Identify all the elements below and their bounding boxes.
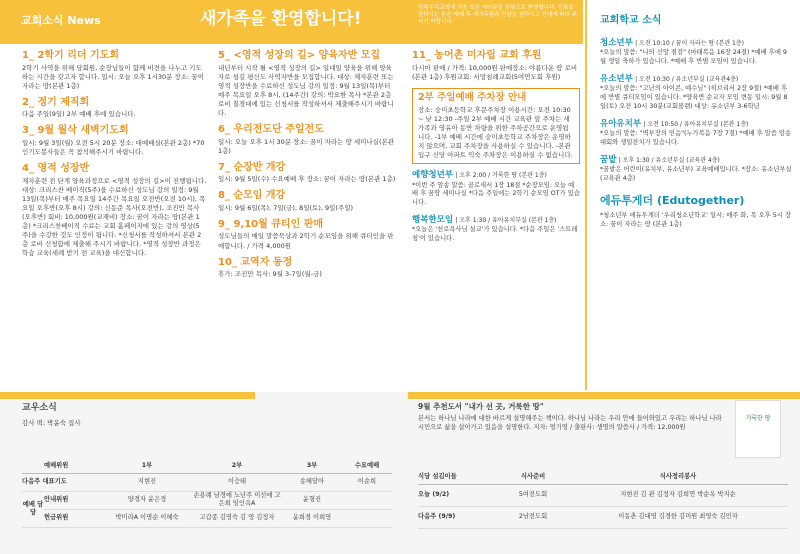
column-header: 식당 섬김이들 bbox=[418, 470, 498, 484]
church-school-title: 교회학교 소식 bbox=[600, 15, 662, 26]
table-cell: 양경자 윤은경 bbox=[102, 491, 192, 509]
accent-bar bbox=[408, 392, 800, 399]
table-cell: 송혜달아 bbox=[282, 473, 342, 491]
column-header: 3부 bbox=[282, 460, 342, 473]
parking-notice-box bbox=[412, 88, 580, 164]
column-header: 2부 bbox=[192, 460, 282, 473]
row-label: 다음주 (9/9) bbox=[418, 506, 498, 528]
group-info: | 오후 1:30 / 유아유치부실 (본관 1층) bbox=[455, 216, 557, 224]
table-cell: 지현진 김 관 김정자 김희연 박순옥 박지순 bbox=[568, 484, 788, 506]
youth-group-yehyang bbox=[412, 170, 580, 208]
group-name: 행복한모임 bbox=[412, 214, 454, 225]
column-header: 예배위원 bbox=[44, 460, 102, 473]
news-item bbox=[22, 96, 207, 120]
news-item bbox=[412, 49, 580, 82]
news-item bbox=[22, 162, 207, 258]
school-group bbox=[600, 119, 792, 148]
group-body: *오늘의 말씀: "나의 신앙 점검" (마태복음 16장 24절) *예배 후에 9월 생일 축하가 있습니다. *예배 후 반별 모임이 있습니다. bbox=[600, 48, 787, 65]
row-label: 안내위원 bbox=[44, 491, 102, 509]
group-body: *꿈밭은 어린이(유치부, 유소년부) 교육예배입니다. *장소: 유소년부실(교육관 4층) bbox=[600, 166, 792, 182]
news-item bbox=[218, 189, 398, 213]
member-news-title: 교우소식 bbox=[22, 403, 57, 413]
group-info: | 오전 10:10 / 꿈이 자라는 땅 (본관 1층) bbox=[635, 39, 744, 47]
news-item bbox=[218, 218, 398, 251]
news-item-body: 제자훈련 전 단계 양육과정으로 <영적 성장의 길>이 진행됩니다. 대상: 크리스찬 베이직(5주)을 수료하신 성도님 강의 일정: 9월 13일(목)부터 매주 목요일 14주간 목요일 오전반(오전 10시), 목요일 오후반(오후 8시) 강의: 신동준 목사(오전반), 조진만 목사(오후반) 회비: 10,000원(교재비) 장소: 꿈이 자라는 땅(본관 1층) *크리스찬베이직 수료는 교회 홈페이지에 있는 강의 영상(5주)을 수강한 것도 인정이 됩니다. *신청서를 작성하셔서 본관 2층 로비 신청함에 제출해 주시기 바랍니다. *영적 성장반 과정은 학습 교육(세례 받기 전 교육)을 대신합니다. bbox=[22, 176, 207, 258]
group-name: 유아유치부 bbox=[600, 118, 642, 129]
news-item-body: 일시: 9월 6일(목), 7일(금), 8일(토), 9일(주일) bbox=[218, 203, 354, 212]
news-item-title: 11_ 농어촌 미자립 교회 후원 bbox=[412, 50, 542, 61]
news-item-title: 10_ 교역자 동정 bbox=[218, 256, 293, 268]
news-item-title: 1_ 2학기 리더 기도회 bbox=[22, 50, 119, 61]
table-cell: 이동촌 김대영 김경한 김미원 최영숙 김민자 bbox=[568, 506, 788, 528]
news-item-title: 3_ 9월 월삭 새벽기도회 bbox=[22, 125, 129, 137]
group-info: | 오후 1:30 / 유소년부실 (교육관 4층) bbox=[618, 156, 720, 164]
school-group bbox=[600, 74, 792, 112]
parking-notice-body: 장소: 숭미초등학교 후문주차장 이용시간: 오전 10:30 ~ 낮 12:30 -주일 2부 예배 시간 교육관 앞 주차는 새가족과 영유아 동반 차량을 위한 주차공간으로 운영됩니다. -1부 예배 시간에 숭미초등학교 주차장은 운영하지 않으며, 교회 주차장을 사용하실 수 있습니다. -본관입구 신당 아파트 익숙 주차장은 이용하실 수 없습니다. bbox=[418, 105, 573, 159]
row-label: 다음주 대표기도 bbox=[22, 473, 102, 491]
table-cell: 이승태 bbox=[192, 473, 282, 491]
news-item-title: 9_ 9,10월 큐티인 판매 bbox=[218, 218, 324, 230]
group-happy bbox=[412, 215, 580, 244]
column-header: 수요예배 bbox=[342, 460, 392, 473]
news-item-body: 일시: 오늘 오후 1시 30분 장소: 꿈이 자라는 땅 세미나실(본관 1층) bbox=[218, 137, 395, 155]
book-cover-text: 거룩한 땅 bbox=[745, 415, 771, 422]
book-cover-image bbox=[735, 400, 781, 458]
news-item bbox=[218, 49, 398, 118]
news-item-title: 4_ 영적 성장반 bbox=[22, 163, 90, 175]
news-label: 교회소식 News bbox=[21, 14, 101, 27]
group-info: | 오후 2:00 / 거룩한 땅 (본관 1층) bbox=[455, 172, 547, 180]
school-group bbox=[600, 38, 792, 67]
table-row bbox=[22, 491, 392, 509]
table-cell: 2남전도회 bbox=[498, 506, 568, 528]
table-header-row bbox=[22, 460, 392, 473]
group-body: *오늘은 '천로욕사님 설교'가 있습니다. *다음 주일은 '스트레칭'이 있습니다. bbox=[412, 226, 578, 243]
table-row bbox=[418, 506, 788, 528]
column-header: 1부 bbox=[102, 460, 192, 473]
group-name: 예향청년부 bbox=[412, 170, 454, 181]
row-label: 헌금위원 bbox=[44, 509, 102, 527]
news-item-body: 휴가: 조진만 목사: 9월 3-7일(월-금) bbox=[218, 270, 322, 279]
table-cell: 손용례 남경애 노난주 이선애 고은희 임인옥A bbox=[193, 491, 281, 507]
welcome-note: 김해우리교회에 처음 오신 여러분을 진심으로 환영합니다. 등록을 원하시는 분은 예배 후 새가족팀과 만남을 원하시고 안내에 따라 주시기 바랍니다. bbox=[418, 5, 578, 26]
group-info: | 오전 10:30 / 유소년부실 (교육관4층) bbox=[635, 75, 739, 83]
news-item-title: 8_ 순모임 개강 bbox=[218, 190, 286, 202]
parking-notice-title: 2부 주일예배 주차장 안내 bbox=[418, 91, 527, 103]
news-item-body: 성도님들의 매일 말씀묵상과 2학기 순모임을 위해 큐티인을 판매합니다. / 가격 4,000원 bbox=[218, 232, 394, 250]
group-name: 꿈밭 bbox=[600, 154, 617, 165]
table-cell: 박미라A 이명순 이혜숙 bbox=[102, 509, 192, 527]
news-item-title: 7_ 순장반 개강 bbox=[218, 161, 286, 173]
news-item-title: 6_ 우리전도단 주일전도 bbox=[218, 124, 324, 136]
group-name: 유소년부 bbox=[600, 73, 633, 84]
table-row bbox=[22, 509, 392, 527]
table-cell: 이순희 bbox=[342, 473, 392, 491]
table-cell: 5여전도회 bbox=[498, 484, 568, 506]
table-cell: 지현진 bbox=[102, 473, 192, 491]
news-item-title: 2_ 정기 제직회 bbox=[22, 96, 90, 108]
table-row bbox=[418, 484, 788, 506]
news-item bbox=[22, 124, 207, 157]
news-item-body: 일시: 9월 5일(수) 수요예배 후 장소: 꿈이 자라는 땅(본관 1층) bbox=[218, 175, 396, 184]
news-item-body: 다시마 판매 / 가격: 10,000원 판매장소: 야름다운 땅 로비(본관 1층) 후원교회: 서망침례교회(5여연도회 후원) bbox=[412, 63, 578, 81]
recommended-book-body: 본서는 하나님 나라에 대한 바르게 설명해주는 책이다. 하나님 나라는 우리 안에 들어와있고 우리는 하나님 나라 시민으로 삶을 살아가고 있음을 설명한다. 저자: 엄기영 / 출판사: 생명의 말씀사 / 가격: 12,000원 bbox=[418, 415, 722, 432]
news-item bbox=[218, 161, 398, 185]
news-item-body: 내년부터 시작 될 <영적 성장의 길> 일대일 양육을 위해 양육자로 섬길 평신도 사역자반을 모집합니다. 대상: 제자훈련 또는 영적 성장반을 수료하신 성도님 강의 일정: 9월 13일(목)부터 매주 목요일 오후 8시, (14주간) 강의: 박요한 목사 *본관 2층 로비 칠경대에 있는 신청서를 작성하셔서 제출해주시기 바랍니다. bbox=[218, 63, 394, 117]
column-divider bbox=[585, 0, 587, 390]
news-item-title: 5_ <영적 성장의 길> 양육자반 모집 bbox=[218, 50, 381, 61]
group-name: 청소년부 bbox=[600, 37, 633, 48]
edutogether-body: *청소년부 에듀투게더 '우리청소년학교' 일시: 매주 화, 목 오후 5시 장소: 꿈이 자라는 땅 (본관 1층) bbox=[600, 211, 791, 228]
school-group bbox=[600, 155, 792, 184]
welcome-title: 새가족을 환영합니다! bbox=[200, 9, 362, 29]
news-item-body: 다음 주일(9일) 2부 예배 후에 있습니다. bbox=[22, 110, 136, 119]
news-column-1 bbox=[22, 49, 207, 263]
table-cell: 윤희경 이희영 bbox=[282, 509, 342, 527]
group-body: *이번 주 암송 말씀: 골로새서 1장 18절 *순장모임: 오늘 예배 후 꿈땅 세미나실 *다음 주일에는 2학기 순모임 OT가 있습니다. bbox=[412, 181, 580, 207]
news-item bbox=[218, 256, 398, 280]
news-item bbox=[218, 123, 398, 156]
news-item-body: 일시: 9월 3일(월) 오전 5시 20분 장소: 대예배실(본관 2층) *70인기도봉사들은 꼭 참석해주시기 바랍니다. bbox=[22, 138, 205, 156]
news-item bbox=[22, 49, 207, 91]
church-school-column bbox=[600, 14, 792, 229]
member-news-text: 감사 떡: 박윤숙 집사 bbox=[22, 419, 81, 427]
table-cell: 윤형진 bbox=[282, 491, 342, 509]
group-body: *오늘의 말씀: "벽부장의 믿음"(누가복음 7장 7절) *예배 후 말씀 암송대회와 생일잔치가 있습니다. bbox=[600, 129, 792, 146]
group-info: | 오전 10:50 / 유아유치부실 (본관 1층) bbox=[643, 120, 749, 128]
news-item-body: 2학기 사역을 위해 당회원, 순장님들이 함께 비전을 나누고 기도하는 시간을 갖고자 합니다. 일시: 오늘 오후 1시30분 장소: 꿈이 자라는 땅(본관 1층) bbox=[22, 63, 204, 90]
news-column-3 bbox=[412, 49, 580, 251]
edutogether-title: 에듀투게더 (Edutogether) bbox=[600, 193, 745, 207]
accent-bar bbox=[0, 392, 255, 399]
table-cell: 고갑종 김영숙 김 영 김정자 bbox=[192, 509, 282, 527]
news-column-2 bbox=[218, 49, 398, 284]
table-header-row bbox=[418, 470, 788, 484]
meal-service-table bbox=[418, 470, 788, 529]
worship-duty-table bbox=[22, 460, 392, 528]
recommended-book-title: 9월 추천도서 "내가 선 곳, 거룩한 땅" bbox=[418, 402, 544, 411]
column-header: 식사정리봉사 bbox=[568, 470, 788, 484]
group-body: *오늘의 말씀: "고난의 아이콘, 예수님" (히브리서 2장 9절) *예배 후에 반별 큐티모임이 있습니다. *양육반 순교자 모임 변동 일시: 9월 8일(토) 오전 10시 30분(교회볼랜) 대상: 유소년부 3-6학년 bbox=[600, 85, 788, 110]
column-header: 식사준비 bbox=[498, 470, 568, 484]
header-band bbox=[0, 0, 583, 44]
row-group-label: 예배 담당 bbox=[22, 491, 44, 527]
table-row bbox=[22, 473, 392, 491]
row-label: 오늘 (9/2) bbox=[418, 484, 498, 506]
